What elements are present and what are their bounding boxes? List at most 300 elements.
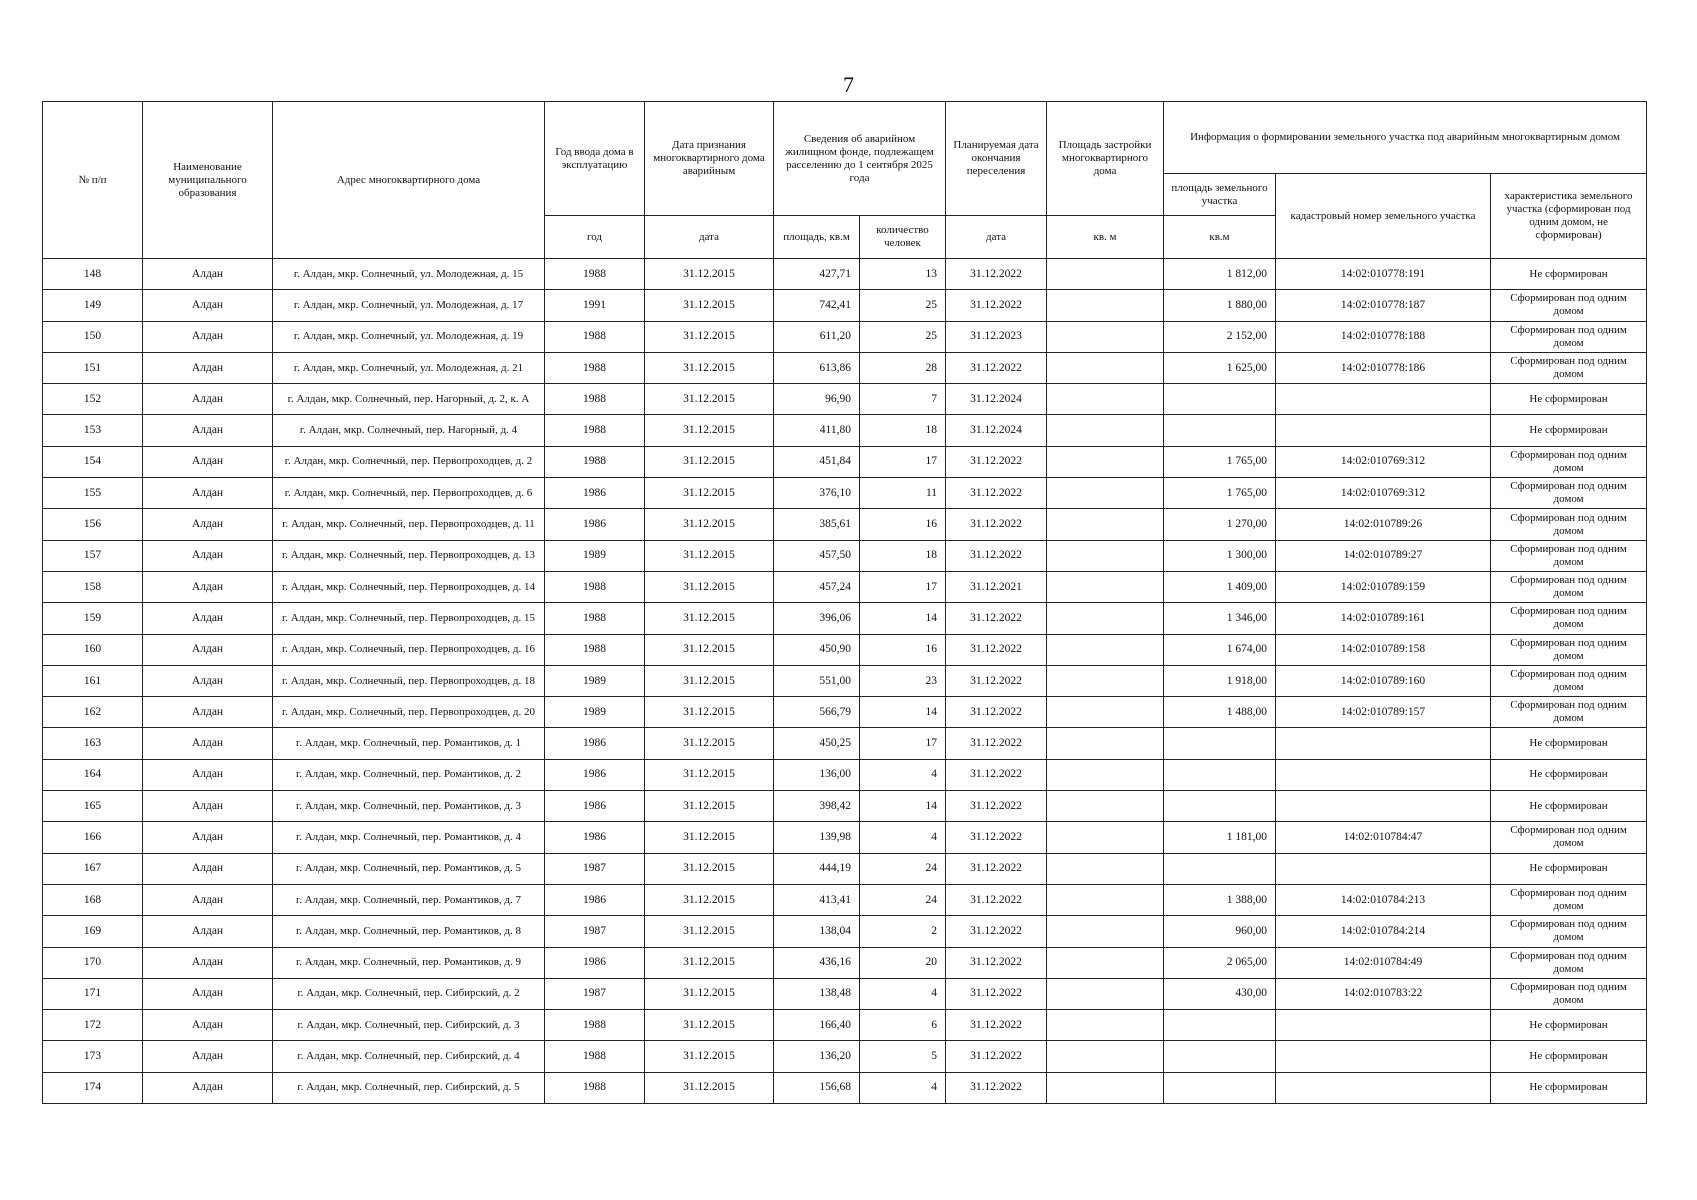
built-area-cell	[1047, 822, 1164, 853]
planned-date-cell: 31.12.2024	[946, 415, 1047, 446]
built-area-cell	[1047, 759, 1164, 790]
planned-date-cell: 31.12.2024	[946, 384, 1047, 415]
cadastral-cell: 14:02:010789:26	[1276, 509, 1491, 540]
municipality-cell: Алдан	[143, 446, 273, 477]
area-cell: 138,48	[774, 978, 860, 1009]
planned-date-cell: 31.12.2022	[946, 791, 1047, 822]
planned-date-cell: 31.12.2022	[946, 822, 1047, 853]
row-number: 149	[43, 290, 143, 321]
recognition-date-cell: 31.12.2015	[645, 540, 774, 571]
cadastral-cell: 14:02:010778:191	[1276, 259, 1491, 290]
cadastral-cell	[1276, 1010, 1491, 1041]
area-cell: 457,24	[774, 571, 860, 602]
cadastral-cell	[1276, 853, 1491, 884]
table-row	[43, 759, 1647, 790]
built-area-cell	[1047, 352, 1164, 383]
cadastral-cell: 14:02:010778:186	[1276, 352, 1491, 383]
planned-date-cell: 31.12.2022	[946, 947, 1047, 978]
built-area-cell	[1047, 446, 1164, 477]
table-body	[43, 259, 1647, 1104]
built-area-cell	[1047, 947, 1164, 978]
people-cell: 24	[860, 853, 946, 884]
year-cell: 1986	[545, 509, 645, 540]
cadastral-cell: 14:02:010784:213	[1276, 884, 1491, 915]
recognition-date-cell: 31.12.2015	[645, 728, 774, 759]
table-row	[43, 916, 1647, 947]
recognition-date-cell: 31.12.2015	[645, 603, 774, 634]
recognition-date-cell: 31.12.2015	[645, 947, 774, 978]
built-area-cell	[1047, 415, 1164, 446]
recognition-date-cell: 31.12.2015	[645, 384, 774, 415]
people-cell: 24	[860, 884, 946, 915]
built-area-cell	[1047, 540, 1164, 571]
planned-date-cell: 31.12.2022	[946, 916, 1047, 947]
people-cell: 16	[860, 634, 946, 665]
people-cell: 25	[860, 321, 946, 352]
recognition-date-cell: 31.12.2015	[645, 916, 774, 947]
header-address: Адрес многоквартирного дома	[273, 102, 545, 259]
recognition-date-cell: 31.12.2015	[645, 791, 774, 822]
municipality-cell: Алдан	[143, 634, 273, 665]
built-area-cell	[1047, 571, 1164, 602]
cadastral-cell	[1276, 1041, 1491, 1072]
characteristic-cell: Сформирован под одним домом	[1491, 571, 1647, 602]
row-number: 167	[43, 853, 143, 884]
recognition-date-cell: 31.12.2015	[645, 571, 774, 602]
recognition-date-cell: 31.12.2015	[645, 352, 774, 383]
planned-date-cell: 31.12.2023	[946, 321, 1047, 352]
land-area-cell: 1 625,00	[1164, 352, 1276, 383]
address-cell: г. Алдан, мкр. Солнечный, пер. Первопроходцев, д. 16	[273, 634, 545, 665]
area-cell: 156,68	[774, 1072, 860, 1103]
characteristic-cell: Сформирован под одним домом	[1491, 665, 1647, 696]
built-area-cell	[1047, 1010, 1164, 1041]
area-cell: 450,25	[774, 728, 860, 759]
row-number: 165	[43, 791, 143, 822]
recognition-date-cell: 31.12.2015	[645, 884, 774, 915]
recognition-date-cell: 31.12.2015	[645, 1041, 774, 1072]
people-cell: 4	[860, 822, 946, 853]
header-cadastral: кадастровый номер земельного участка	[1276, 174, 1491, 259]
address-cell: г. Алдан, мкр. Солнечный, пер. Первопроходцев, д. 15	[273, 603, 545, 634]
row-number: 150	[43, 321, 143, 352]
address-cell: г. Алдан, мкр. Солнечный, пер. Романтиков, д. 5	[273, 853, 545, 884]
municipality-cell: Алдан	[143, 290, 273, 321]
built-area-cell	[1047, 290, 1164, 321]
characteristic-cell: Сформирован под одним домом	[1491, 321, 1647, 352]
characteristic-cell: Не сформирован	[1491, 384, 1647, 415]
municipality-cell: Алдан	[143, 603, 273, 634]
year-cell: 1986	[545, 947, 645, 978]
year-cell: 1988	[545, 1041, 645, 1072]
table-row	[43, 509, 1647, 540]
table-row	[43, 415, 1647, 446]
people-cell: 25	[860, 290, 946, 321]
row-number: 164	[43, 759, 143, 790]
cadastral-cell: 14:02:010784:214	[1276, 916, 1491, 947]
table-row	[43, 352, 1647, 383]
land-area-cell	[1164, 1072, 1276, 1103]
area-cell: 742,41	[774, 290, 860, 321]
built-area-cell	[1047, 978, 1164, 1009]
recognition-date-cell: 31.12.2015	[645, 509, 774, 540]
recognition-date-cell: 31.12.2015	[645, 853, 774, 884]
area-cell: 398,42	[774, 791, 860, 822]
table-row	[43, 697, 1647, 728]
cadastral-cell: 14:02:010784:49	[1276, 947, 1491, 978]
address-cell: г. Алдан, мкр. Солнечный, пер. Первопроходцев, д. 6	[273, 478, 545, 509]
table-row	[43, 259, 1647, 290]
people-cell: 4	[860, 1072, 946, 1103]
table-row	[43, 478, 1647, 509]
municipality-cell: Алдан	[143, 478, 273, 509]
characteristic-cell: Сформирован под одним домом	[1491, 509, 1647, 540]
year-cell: 1986	[545, 884, 645, 915]
table-row	[43, 665, 1647, 696]
land-area-cell: 1 409,00	[1164, 571, 1276, 602]
recognition-date-cell: 31.12.2015	[645, 415, 774, 446]
recognition-date-cell: 31.12.2015	[645, 978, 774, 1009]
address-cell: г. Алдан, мкр. Солнечный, пер. Первопроходцев, д. 11	[273, 509, 545, 540]
address-cell: г. Алдан, мкр. Солнечный, пер. Сибирский, д. 2	[273, 978, 545, 1009]
cadastral-cell: 14:02:010769:312	[1276, 478, 1491, 509]
planned-date-cell: 31.12.2022	[946, 759, 1047, 790]
land-area-cell: 2 152,00	[1164, 321, 1276, 352]
table-row	[43, 571, 1647, 602]
table-row	[43, 1041, 1647, 1072]
land-area-cell: 1 918,00	[1164, 665, 1276, 696]
municipality-cell: Алдан	[143, 978, 273, 1009]
row-number: 157	[43, 540, 143, 571]
municipality-cell: Алдан	[143, 759, 273, 790]
unit-plan-date: дата	[946, 216, 1047, 259]
land-area-cell: 1 765,00	[1164, 478, 1276, 509]
table-row	[43, 978, 1647, 1009]
land-area-cell: 1 880,00	[1164, 290, 1276, 321]
address-cell: г. Алдан, мкр. Солнечный, пер. Первопроходцев, д. 13	[273, 540, 545, 571]
recognition-date-cell: 31.12.2015	[645, 634, 774, 665]
municipality-cell: Алдан	[143, 728, 273, 759]
address-cell: г. Алдан, мкр. Солнечный, ул. Молодежная, д. 15	[273, 259, 545, 290]
people-cell: 18	[860, 540, 946, 571]
planned-date-cell: 31.12.2022	[946, 884, 1047, 915]
address-cell: г. Алдан, мкр. Солнечный, пер. Романтиков, д. 4	[273, 822, 545, 853]
land-area-cell: 1 765,00	[1164, 446, 1276, 477]
land-area-cell: 1 270,00	[1164, 509, 1276, 540]
year-cell: 1987	[545, 978, 645, 1009]
area-cell: 436,16	[774, 947, 860, 978]
characteristic-cell: Не сформирован	[1491, 728, 1647, 759]
address-cell: г. Алдан, мкр. Солнечный, пер. Первопроходцев, д. 18	[273, 665, 545, 696]
area-cell: 450,90	[774, 634, 860, 665]
address-cell: г. Алдан, мкр. Солнечный, пер. Романтиков, д. 7	[273, 884, 545, 915]
planned-date-cell: 31.12.2022	[946, 290, 1047, 321]
year-cell: 1987	[545, 916, 645, 947]
cadastral-cell	[1276, 1072, 1491, 1103]
area-cell: 136,20	[774, 1041, 860, 1072]
address-cell: г. Алдан, мкр. Солнечный, пер. Сибирский, д. 3	[273, 1010, 545, 1041]
built-area-cell	[1047, 1072, 1164, 1103]
characteristic-cell: Не сформирован	[1491, 1010, 1647, 1041]
recognition-date-cell: 31.12.2015	[645, 446, 774, 477]
year-cell: 1986	[545, 478, 645, 509]
header-emergency-info: Сведения об аварийном жилищном фонде, подлежащем расселению до 1 сентября 2025 года	[774, 102, 946, 216]
cadastral-cell	[1276, 384, 1491, 415]
table-row	[43, 822, 1647, 853]
address-cell: г. Алдан, мкр. Солнечный, пер. Первопроходцев, д. 20	[273, 697, 545, 728]
people-cell: 18	[860, 415, 946, 446]
land-area-cell: 1 388,00	[1164, 884, 1276, 915]
planned-date-cell: 31.12.2022	[946, 634, 1047, 665]
row-number: 168	[43, 884, 143, 915]
built-area-cell	[1047, 603, 1164, 634]
year-cell: 1988	[545, 603, 645, 634]
planned-date-cell: 31.12.2022	[946, 603, 1047, 634]
planned-date-cell: 31.12.2022	[946, 446, 1047, 477]
land-area-cell: 1 300,00	[1164, 540, 1276, 571]
table-row	[43, 884, 1647, 915]
header-municipality: Наименование муниципального образования	[143, 102, 273, 259]
municipality-cell: Алдан	[143, 791, 273, 822]
table-row	[43, 321, 1647, 352]
year-cell: 1988	[545, 415, 645, 446]
table-row	[43, 384, 1647, 415]
unit-year: год	[545, 216, 645, 259]
land-area-cell	[1164, 759, 1276, 790]
land-area-cell: 1 674,00	[1164, 634, 1276, 665]
year-cell: 1988	[545, 634, 645, 665]
year-cell: 1988	[545, 446, 645, 477]
land-area-cell	[1164, 1041, 1276, 1072]
area-cell: 166,40	[774, 1010, 860, 1041]
built-area-cell	[1047, 384, 1164, 415]
cadastral-cell: 14:02:010789:160	[1276, 665, 1491, 696]
header-recognition-date: Дата признания многоквартирного дома аварийным	[645, 102, 774, 216]
header-year: Год ввода дома в эксплуатацию	[545, 102, 645, 216]
row-number: 163	[43, 728, 143, 759]
area-cell: 451,84	[774, 446, 860, 477]
row-number: 152	[43, 384, 143, 415]
municipality-cell: Алдан	[143, 540, 273, 571]
area-cell: 138,04	[774, 916, 860, 947]
row-number: 159	[43, 603, 143, 634]
municipality-cell: Алдан	[143, 853, 273, 884]
land-area-cell: 960,00	[1164, 916, 1276, 947]
land-area-cell	[1164, 853, 1276, 884]
built-area-cell	[1047, 728, 1164, 759]
row-number: 158	[43, 571, 143, 602]
characteristic-cell: Сформирован под одним домом	[1491, 446, 1647, 477]
header-planned-date: Планируемая дата окончания переселения	[946, 102, 1047, 216]
row-number: 151	[43, 352, 143, 383]
municipality-cell: Алдан	[143, 509, 273, 540]
planned-date-cell: 31.12.2022	[946, 978, 1047, 1009]
year-cell: 1988	[545, 321, 645, 352]
characteristic-cell: Не сформирован	[1491, 791, 1647, 822]
unit-sqm: кв. м	[1047, 216, 1164, 259]
year-cell: 1988	[545, 352, 645, 383]
recognition-date-cell: 31.12.2015	[645, 1010, 774, 1041]
municipality-cell: Алдан	[143, 415, 273, 446]
row-number: 160	[43, 634, 143, 665]
cadastral-cell	[1276, 791, 1491, 822]
built-area-cell	[1047, 259, 1164, 290]
characteristic-cell: Сформирован под одним домом	[1491, 822, 1647, 853]
year-cell: 1986	[545, 759, 645, 790]
planned-date-cell: 31.12.2022	[946, 509, 1047, 540]
municipality-cell: Алдан	[143, 571, 273, 602]
built-area-cell	[1047, 853, 1164, 884]
planned-date-cell: 31.12.2022	[946, 540, 1047, 571]
address-cell: г. Алдан, мкр. Солнечный, пер. Нагорный, д. 4	[273, 415, 545, 446]
address-cell: г. Алдан, мкр. Солнечный, пер. Сибирский, д. 4	[273, 1041, 545, 1072]
land-area-cell: 1 488,00	[1164, 697, 1276, 728]
year-cell: 1988	[545, 384, 645, 415]
planned-date-cell: 31.12.2022	[946, 665, 1047, 696]
row-number: 174	[43, 1072, 143, 1103]
planned-date-cell: 31.12.2022	[946, 478, 1047, 509]
row-number: 173	[43, 1041, 143, 1072]
characteristic-cell: Сформирован под одним домом	[1491, 352, 1647, 383]
unit-land-sqm: кв.м	[1164, 216, 1276, 259]
row-number: 155	[43, 478, 143, 509]
header-land-area: площадь земельного участка	[1164, 174, 1276, 216]
characteristic-cell: Не сформирован	[1491, 415, 1647, 446]
unit-people: количество человек	[860, 216, 946, 259]
recognition-date-cell: 31.12.2015	[645, 290, 774, 321]
municipality-cell: Алдан	[143, 697, 273, 728]
address-cell: г. Алдан, мкр. Солнечный, ул. Молодежная, д. 19	[273, 321, 545, 352]
recognition-date-cell: 31.12.2015	[645, 321, 774, 352]
row-number: 172	[43, 1010, 143, 1041]
built-area-cell	[1047, 509, 1164, 540]
year-cell: 1989	[545, 665, 645, 696]
planned-date-cell: 31.12.2021	[946, 571, 1047, 602]
people-cell: 23	[860, 665, 946, 696]
header-land-info: Информация о формировании земельного участка под аварийным многоквартирным домом	[1164, 102, 1647, 174]
people-cell: 14	[860, 791, 946, 822]
planned-date-cell: 31.12.2022	[946, 697, 1047, 728]
land-area-cell: 1 181,00	[1164, 822, 1276, 853]
cadastral-cell: 14:02:010789:157	[1276, 697, 1491, 728]
unit-date: дата	[645, 216, 774, 259]
built-area-cell	[1047, 884, 1164, 915]
characteristic-cell: Не сформирован	[1491, 853, 1647, 884]
characteristic-cell: Не сформирован	[1491, 259, 1647, 290]
unit-area: площадь, кв.м	[774, 216, 860, 259]
table-row	[43, 603, 1647, 634]
cadastral-cell: 14:02:010769:312	[1276, 446, 1491, 477]
characteristic-cell: Сформирован под одним домом	[1491, 603, 1647, 634]
municipality-cell: Алдан	[143, 259, 273, 290]
people-cell: 4	[860, 978, 946, 1009]
cadastral-cell	[1276, 415, 1491, 446]
municipality-cell: Алдан	[143, 822, 273, 853]
area-cell: 551,00	[774, 665, 860, 696]
year-cell: 1986	[545, 822, 645, 853]
characteristic-cell: Сформирован под одним домом	[1491, 916, 1647, 947]
cadastral-cell: 14:02:010783:22	[1276, 978, 1491, 1009]
land-area-cell	[1164, 1010, 1276, 1041]
year-cell: 1991	[545, 290, 645, 321]
land-area-cell	[1164, 791, 1276, 822]
land-area-cell	[1164, 415, 1276, 446]
municipality-cell: Алдан	[143, 1010, 273, 1041]
table-row	[43, 634, 1647, 665]
cadastral-cell: 14:02:010778:187	[1276, 290, 1491, 321]
table-row	[43, 540, 1647, 571]
built-area-cell	[1047, 916, 1164, 947]
municipality-cell: Алдан	[143, 916, 273, 947]
table-row	[43, 853, 1647, 884]
year-cell: 1988	[545, 1072, 645, 1103]
table-row	[43, 947, 1647, 978]
row-number: 166	[43, 822, 143, 853]
year-cell: 1989	[545, 697, 645, 728]
planned-date-cell: 31.12.2022	[946, 259, 1047, 290]
characteristic-cell: Не сформирован	[1491, 1072, 1647, 1103]
year-cell: 1989	[545, 540, 645, 571]
municipality-cell: Алдан	[143, 384, 273, 415]
address-cell: г. Алдан, мкр. Солнечный, пер. Сибирский, д. 5	[273, 1072, 545, 1103]
people-cell: 7	[860, 384, 946, 415]
year-cell: 1986	[545, 791, 645, 822]
cadastral-cell: 14:02:010789:159	[1276, 571, 1491, 602]
people-cell: 16	[860, 509, 946, 540]
recognition-date-cell: 31.12.2015	[645, 478, 774, 509]
built-area-cell	[1047, 321, 1164, 352]
row-number: 153	[43, 415, 143, 446]
page-number: 7	[843, 72, 854, 97]
row-number: 156	[43, 509, 143, 540]
cadastral-cell: 14:02:010789:27	[1276, 540, 1491, 571]
planned-date-cell: 31.12.2022	[946, 728, 1047, 759]
people-cell: 14	[860, 603, 946, 634]
year-cell: 1988	[545, 259, 645, 290]
area-cell: 385,61	[774, 509, 860, 540]
year-cell: 1986	[545, 728, 645, 759]
municipality-cell: Алдан	[143, 352, 273, 383]
area-cell: 396,06	[774, 603, 860, 634]
row-number: 170	[43, 947, 143, 978]
address-cell: г. Алдан, мкр. Солнечный, ул. Молодежная, д. 17	[273, 290, 545, 321]
cadastral-cell: 14:02:010789:158	[1276, 634, 1491, 665]
header-characteristic: характеристика земельного участка (сформирован под одним домом, не сформирован)	[1491, 174, 1647, 259]
people-cell: 17	[860, 446, 946, 477]
cadastral-cell	[1276, 759, 1491, 790]
people-cell: 6	[860, 1010, 946, 1041]
planned-date-cell: 31.12.2022	[946, 853, 1047, 884]
cadastral-cell: 14:02:010784:47	[1276, 822, 1491, 853]
built-area-cell	[1047, 1041, 1164, 1072]
planned-date-cell: 31.12.2022	[946, 1010, 1047, 1041]
people-cell: 17	[860, 571, 946, 602]
characteristic-cell: Сформирован под одним домом	[1491, 634, 1647, 665]
recognition-date-cell: 31.12.2015	[645, 697, 774, 728]
recognition-date-cell: 31.12.2015	[645, 1072, 774, 1103]
area-cell: 139,98	[774, 822, 860, 853]
row-number: 154	[43, 446, 143, 477]
municipality-cell: Алдан	[143, 1041, 273, 1072]
emergency-housing-table	[42, 101, 1647, 1104]
characteristic-cell: Сформирован под одним домом	[1491, 478, 1647, 509]
planned-date-cell: 31.12.2022	[946, 352, 1047, 383]
characteristic-cell: Сформирован под одним домом	[1491, 978, 1647, 1009]
area-cell: 376,10	[774, 478, 860, 509]
table-row	[43, 290, 1647, 321]
table-row	[43, 728, 1647, 759]
built-area-cell	[1047, 634, 1164, 665]
